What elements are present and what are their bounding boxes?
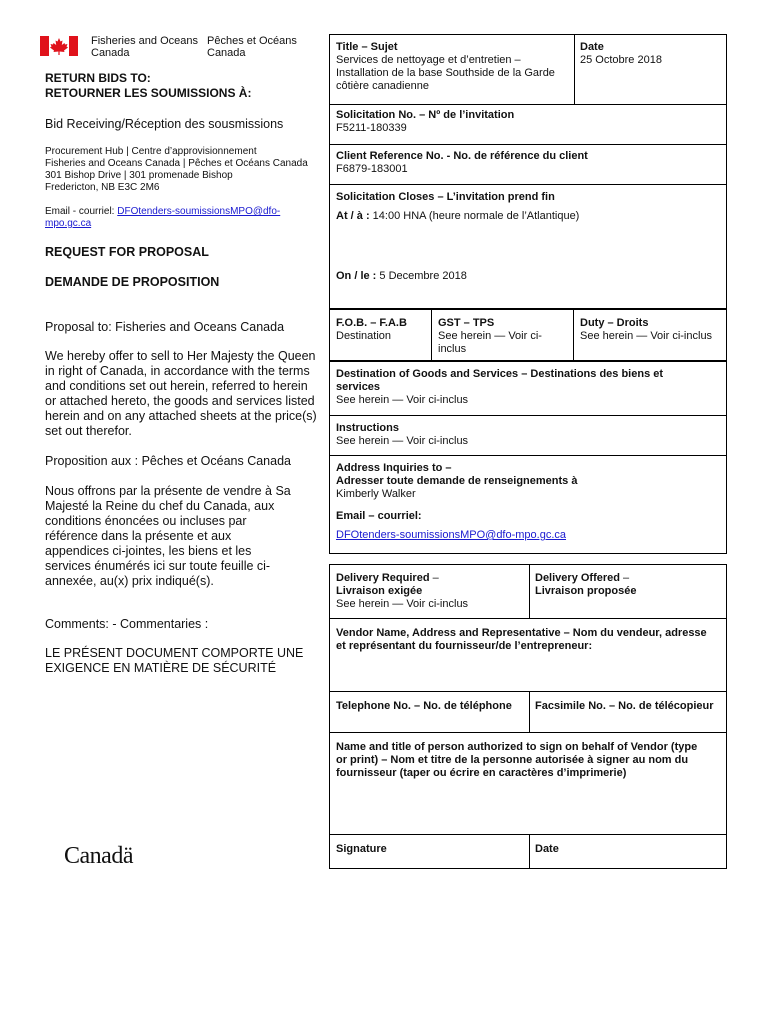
rfp-heading-en: REQUEST FOR PROPOSAL <box>45 245 209 259</box>
security-line-1: LE PRÉSENT DOCUMENT COMPORTE UNE <box>45 646 304 660</box>
offer-text-fr <box>45 484 291 589</box>
fax-label: Facsimile No. – No. de télécopieur <box>535 700 714 712</box>
date-label: Date <box>580 41 604 53</box>
offer-en-line: We hereby offer to sell to Her Majesty the Queen <box>45 349 316 363</box>
title-line-1: Services de nettoyage et d’entretien – <box>336 54 521 66</box>
solicitation-value: F5211-180339 <box>336 122 407 134</box>
client-ref-value: F6879-183001 <box>336 163 408 175</box>
closes-at <box>336 210 579 223</box>
vendor-label-2: et représentant du fournisseur/de l’entrepreneur: <box>336 640 593 652</box>
delivery-offered-dash: – <box>619 572 630 584</box>
title-cell <box>336 41 572 93</box>
delivery-offered-label-2: Livraison proposée <box>535 585 637 597</box>
return-email-link-cont[interactable]: mpo.gc.ca <box>45 218 92 229</box>
offer-fr-line: Majesté la Reine du chef du Canada, aux <box>45 499 275 513</box>
authorized-label-2: or print) – Nom et titre de la personne autorisée à signer au nom du <box>336 754 689 766</box>
gst-value-1: See herein — Voir ci- <box>438 330 542 342</box>
duty-value: See herein — Voir ci-inclus <box>580 330 713 342</box>
offer-fr-line: appendices ci-jointes, les biens et les <box>45 544 252 558</box>
destination-cell <box>336 368 663 407</box>
date-value: 25 Octobre 2018 <box>580 54 662 66</box>
dept-en-line-2: Canada <box>91 47 130 59</box>
address-line-2: Fisheries and Oceans Canada | Pêches et Océans Canada <box>45 158 308 169</box>
inquiries-label-1: Address Inquiries to – <box>336 462 452 474</box>
proposition-aux: Proposition aux : Pêches et Océans Canada <box>45 454 291 468</box>
destination-label-1: Destination of Goods and Services – Destinations des biens et <box>336 368 664 380</box>
delivery-required-label-1: Delivery Required <box>336 572 430 584</box>
return-bids-fr: RETOURNER LES SOUMISSIONS À: <box>45 86 252 100</box>
offer-fr-line: annexée, au(x) prix indiqué(s). <box>45 574 214 588</box>
date-cell <box>580 41 725 67</box>
delivery-offered-label-1: Delivery Offered <box>535 572 620 584</box>
dept-en-line-1: Fisheries and Oceans <box>91 35 198 47</box>
duty-label: Duty – Droits <box>580 317 649 329</box>
offer-en-line: and conditions set out herein, referred to herein <box>45 379 308 393</box>
signature-date-cell <box>535 843 559 856</box>
comments-label: Comments: - Commentaries : <box>45 617 209 631</box>
delivery-required-dash: – <box>429 572 439 584</box>
canada-flag-logo <box>40 36 78 56</box>
offer-en-line: set out therefor. <box>45 424 132 438</box>
at-value: 14:00 HNA (heure normale de l’Atlantique) <box>372 210 580 222</box>
return-email-label: Email - courriel: <box>45 206 118 217</box>
maple-leaf-icon <box>40 36 78 56</box>
destination-value: See herein — Voir ci-inclus <box>336 394 469 406</box>
destination-label-2: services <box>336 381 381 393</box>
closes-on <box>336 270 467 283</box>
bid-receiving: Bid Receiving/Réception des sousmissions <box>45 117 284 131</box>
offer-en-line: herein and on any attached sheets at the price(s) <box>45 409 317 423</box>
offer-text-en <box>45 349 317 439</box>
address-line-1: Procurement Hub | Centre d’approvisionnement <box>45 146 257 157</box>
closes-label: Solicitation Closes – L’invitation prend fin <box>336 191 555 203</box>
instructions-label: Instructions <box>336 422 399 434</box>
telephone-cell <box>336 700 512 713</box>
closes-cell <box>336 191 555 204</box>
signature-date-label: Date <box>535 843 559 855</box>
dept-fr-line-1: Pêches et Océans <box>207 35 297 47</box>
instructions-value: See herein — Voir ci-inclus <box>336 435 469 447</box>
address-line-4: Fredericton, NB E3C 2M6 <box>45 182 160 193</box>
offer-en-line: in right of Canada, in accordance with the terms <box>45 364 310 378</box>
authorized-person-cell <box>336 741 697 780</box>
fob-value: Destination <box>336 330 392 342</box>
title-label: Title – Sujet <box>336 41 398 53</box>
canada-wordmark: Canadä <box>64 843 133 869</box>
rfp-heading-fr: DEMANDE DE PROPOSITION <box>45 275 220 289</box>
return-email-link[interactable]: DFOtenders-soumissionsMPO@dfo- <box>117 206 281 217</box>
signature-label: Signature <box>336 843 387 855</box>
title-line-3: côtière canadienne <box>336 80 429 92</box>
title-line-2: Installation de la base Southside de la Garde <box>336 67 555 79</box>
return-email <box>45 206 305 230</box>
gst-value-2: inclus <box>438 343 467 355</box>
gst-cell <box>438 317 542 356</box>
offer-en-line: or attached hereto, the goods and services listed <box>45 394 315 408</box>
telephone-label: Telephone No. – No. de téléphone <box>336 700 512 712</box>
signature-cell <box>336 843 387 856</box>
offer-fr-line: référence dans la présente et aux <box>45 529 232 543</box>
authorized-label-3: fournisseur (taper ou écrire en caractères d’imprimerie) <box>336 767 627 779</box>
on-label: On / le : <box>336 270 380 282</box>
at-label: At / à : <box>336 210 373 222</box>
return-address <box>45 146 308 194</box>
instructions-cell <box>336 422 468 448</box>
address-line-3: 301 Bishop Drive | 301 promenade Bishop <box>45 170 233 181</box>
vendor-label-1: Vendor Name, Address and Representative – Nom du vendeur, adresse <box>336 627 707 639</box>
gst-label: GST – TPS <box>438 317 495 329</box>
fax-cell <box>535 700 714 713</box>
offer-fr-line: services énumérés ici sur toute feuille ci- <box>45 559 271 573</box>
dept-fr-line-2: Canada <box>207 47 246 59</box>
authorized-label-1: Name and title of person authorized to sign on behalf of Vendor (type <box>336 741 698 753</box>
return-bids-en: RETURN BIDS TO: <box>45 71 151 85</box>
offer-fr-line: Nous offrons par la présente de vendre à Sa <box>45 484 291 498</box>
fob-label: F.O.B. – F.A.B <box>336 317 407 329</box>
proposal-to: Proposal to: Fisheries and Oceans Canada <box>45 320 285 334</box>
vendor-cell <box>336 627 707 653</box>
solicitation-label: Solicitation No. – Nº de l’invitation <box>336 109 515 121</box>
return-bids-heading <box>45 71 251 101</box>
department-name-en <box>91 35 198 59</box>
inquiries-label-2: Adresser toute demande de renseignements à <box>336 475 578 487</box>
duty-cell <box>580 317 712 343</box>
delivery-required-label-2: Livraison exigée <box>336 585 423 597</box>
form-email-link[interactable]: DFOtenders-soumissionsMPO@dfo-mpo.gc.ca <box>336 529 567 541</box>
solicitation-cell <box>336 109 514 135</box>
client-ref-cell <box>336 150 588 176</box>
inquiries-cell <box>336 462 577 501</box>
department-name-fr <box>207 35 297 59</box>
security-line-2: EXIGENCE EN MATIÈRE DE SÉCURITÉ <box>45 661 277 675</box>
on-value: 5 Decembre 2018 <box>379 270 467 282</box>
delivery-offered-cell <box>535 572 636 598</box>
offer-fr-line: conditions énoncées ou incluses par <box>45 514 247 528</box>
delivery-required-value: See herein — Voir ci-inclus <box>336 598 469 610</box>
form-email-value-wrap <box>336 529 566 542</box>
form-email-cell <box>336 510 422 523</box>
form-email-label: Email – courriel: <box>336 510 422 522</box>
inquiries-contact: Kimberly Walker <box>336 488 416 500</box>
security-notice <box>45 646 303 676</box>
delivery-required-cell <box>336 572 468 611</box>
client-ref-label: Client Reference No. - No. de référence du client <box>336 150 588 162</box>
fob-cell <box>336 317 407 343</box>
